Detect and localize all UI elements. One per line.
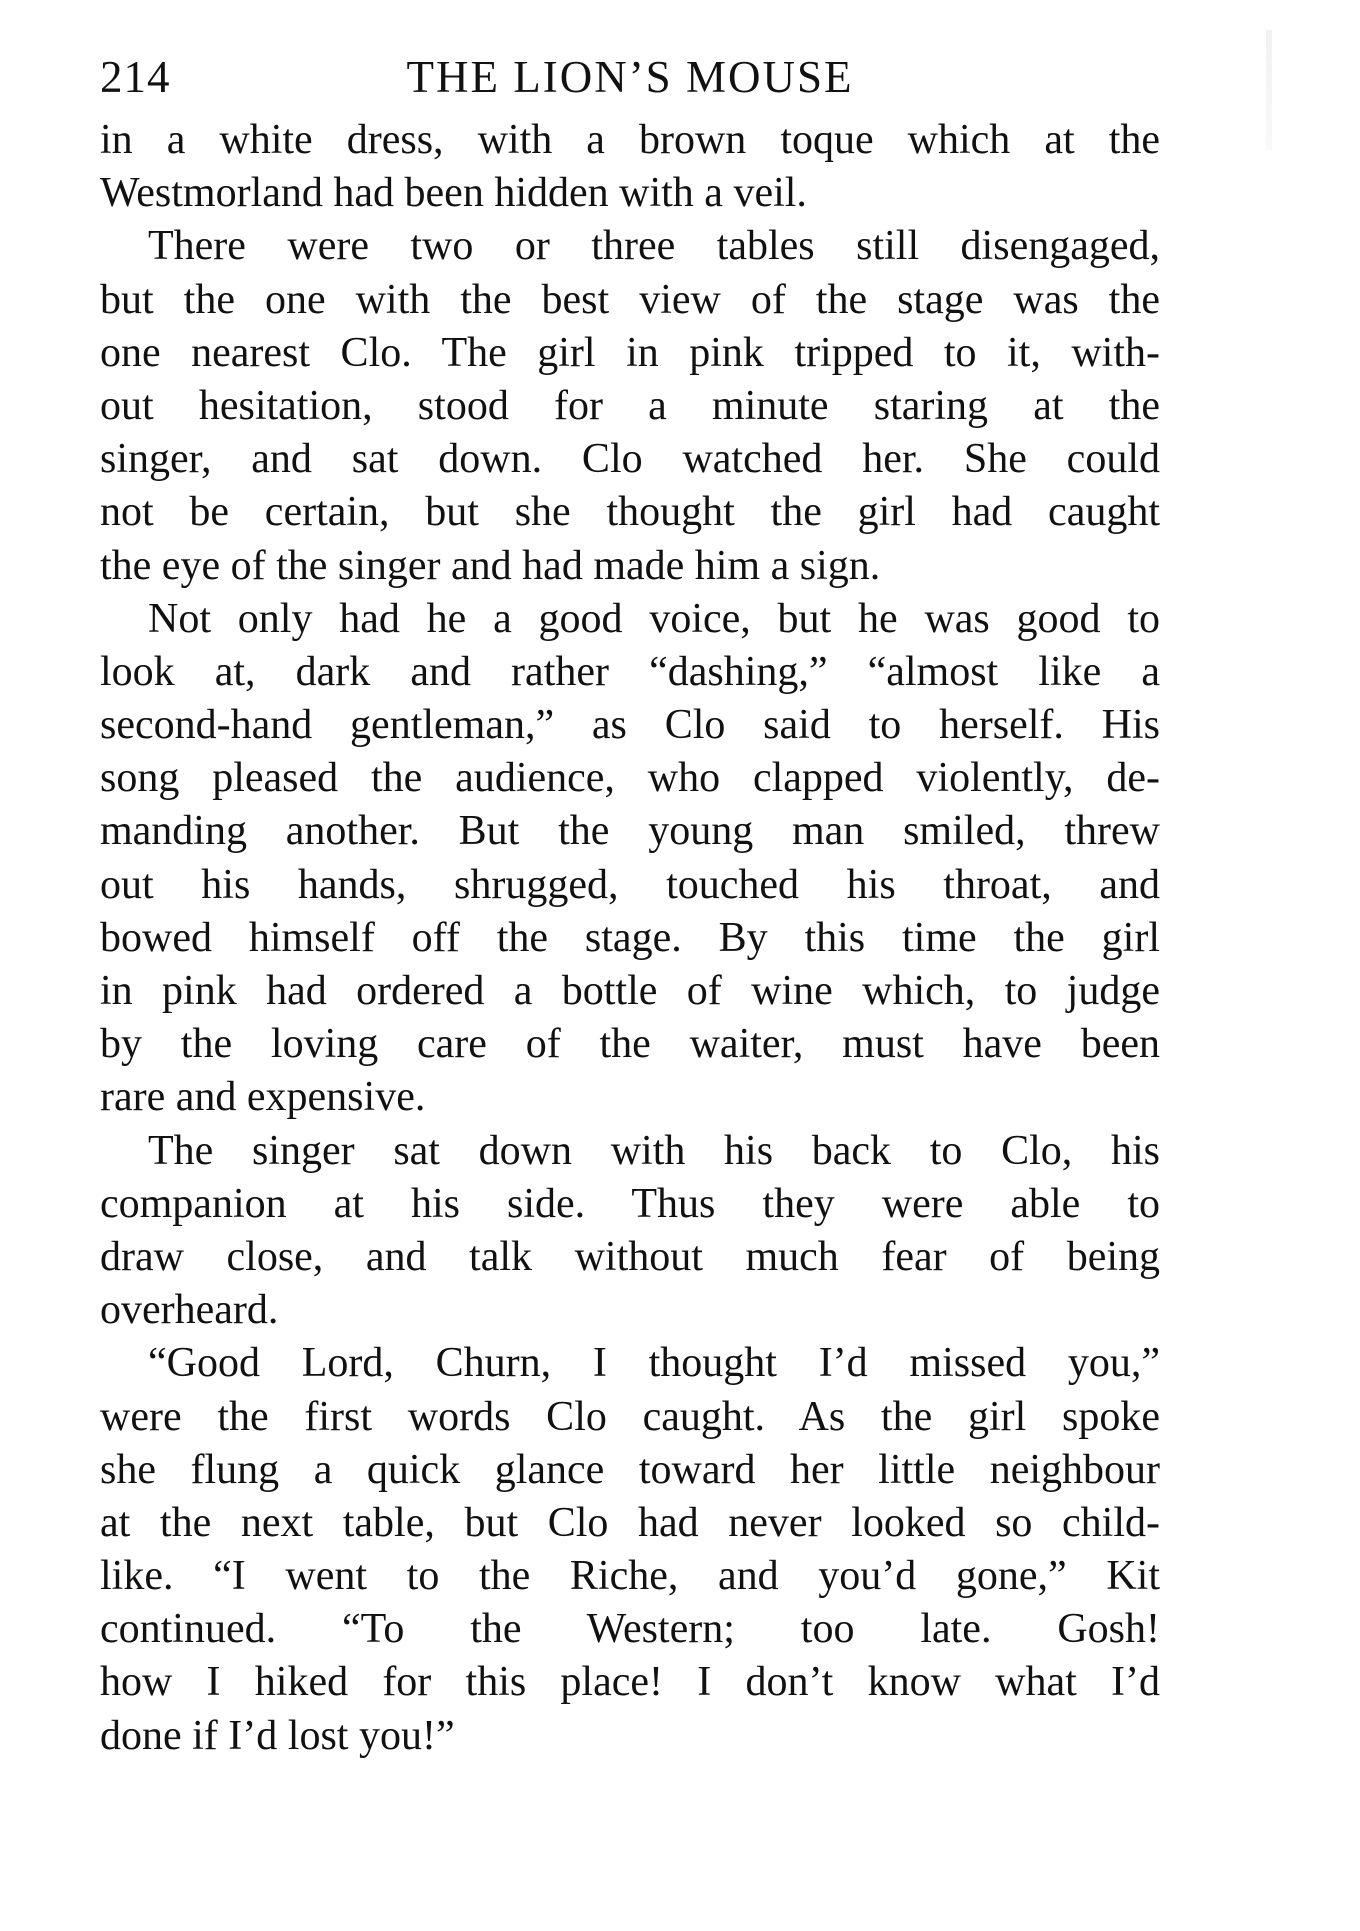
text-line: like. “I went to the Riche, and you’d gone,” Kit <box>100 1553 1160 1600</box>
text-line: companion at his side. Thus they were able to <box>100 1180 1160 1227</box>
text-line: how I hiked for this place! I don’t know what I’d <box>100 1659 1160 1706</box>
text-line: Not only had he a good voice, but he was good to <box>148 595 1160 642</box>
text-line: at the next table, but Clo had never looked so child- <box>100 1499 1160 1546</box>
text-line: continued. “To the Western; too late. Gosh! <box>100 1606 1160 1653</box>
text-line: were the first words Clo caught. As the girl spoke <box>100 1393 1160 1440</box>
text-line: singer, and sat down. Clo watched her. She could <box>100 436 1160 483</box>
text-line: the eye of the singer and had made him a sign. <box>100 542 881 589</box>
text-line: not be certain, but she thought the girl had caught <box>100 489 1160 536</box>
text-line: out his hands, shrugged, touched his throat, and <box>100 861 1160 908</box>
page-header <box>100 40 1160 114</box>
running-title: THE LION’S MOUSE <box>406 52 854 102</box>
text-line: done if I’d lost you!” <box>100 1712 455 1759</box>
text-line: second-hand gentleman,” as Clo said to herself. His <box>100 702 1160 749</box>
scan-artifact <box>1266 30 1272 150</box>
text-line: one nearest Clo. The girl in pink tripped to it, with- <box>100 329 1160 376</box>
text-line: in pink had ordered a bottle of wine which, to judge <box>100 968 1160 1014</box>
text-line: by the loving care of the waiter, must have been <box>100 1021 1160 1068</box>
text-line: There were two or three tables still disengaged, <box>148 223 1160 270</box>
body-text <box>100 114 1160 1763</box>
text-line: but the one with the best view of the stage was the <box>100 276 1160 323</box>
book-page <box>100 40 1160 1900</box>
text-line: “Good Lord, Churn, I thought I’d missed you,” <box>148 1340 1160 1387</box>
page-number: 214 <box>100 52 171 102</box>
text-line: The singer sat down with his back to Clo, his <box>148 1127 1160 1174</box>
text-line: Westmorland had been hidden with a veil. <box>100 170 807 217</box>
text-line: overheard. <box>100 1287 279 1334</box>
text-line: draw close, and talk without much fear of being <box>100 1233 1160 1280</box>
text-line: look at, dark and rather “dashing,” “almost like a <box>100 648 1160 695</box>
text-line: out hesitation, stood for a minute staring at the <box>100 382 1160 429</box>
text-line: in a white dress, with a brown toque which at the <box>100 117 1160 163</box>
text-line: song pleased the audience, who clapped violently, de- <box>100 755 1160 802</box>
text-line: rare and expensive. <box>100 1074 426 1121</box>
text-line: she flung a quick glance toward her little neighbour <box>100 1446 1160 1493</box>
text-line: manding another. But the young man smiled, threw <box>100 808 1160 855</box>
text-line: bowed himself off the stage. By this time the girl <box>100 914 1160 961</box>
